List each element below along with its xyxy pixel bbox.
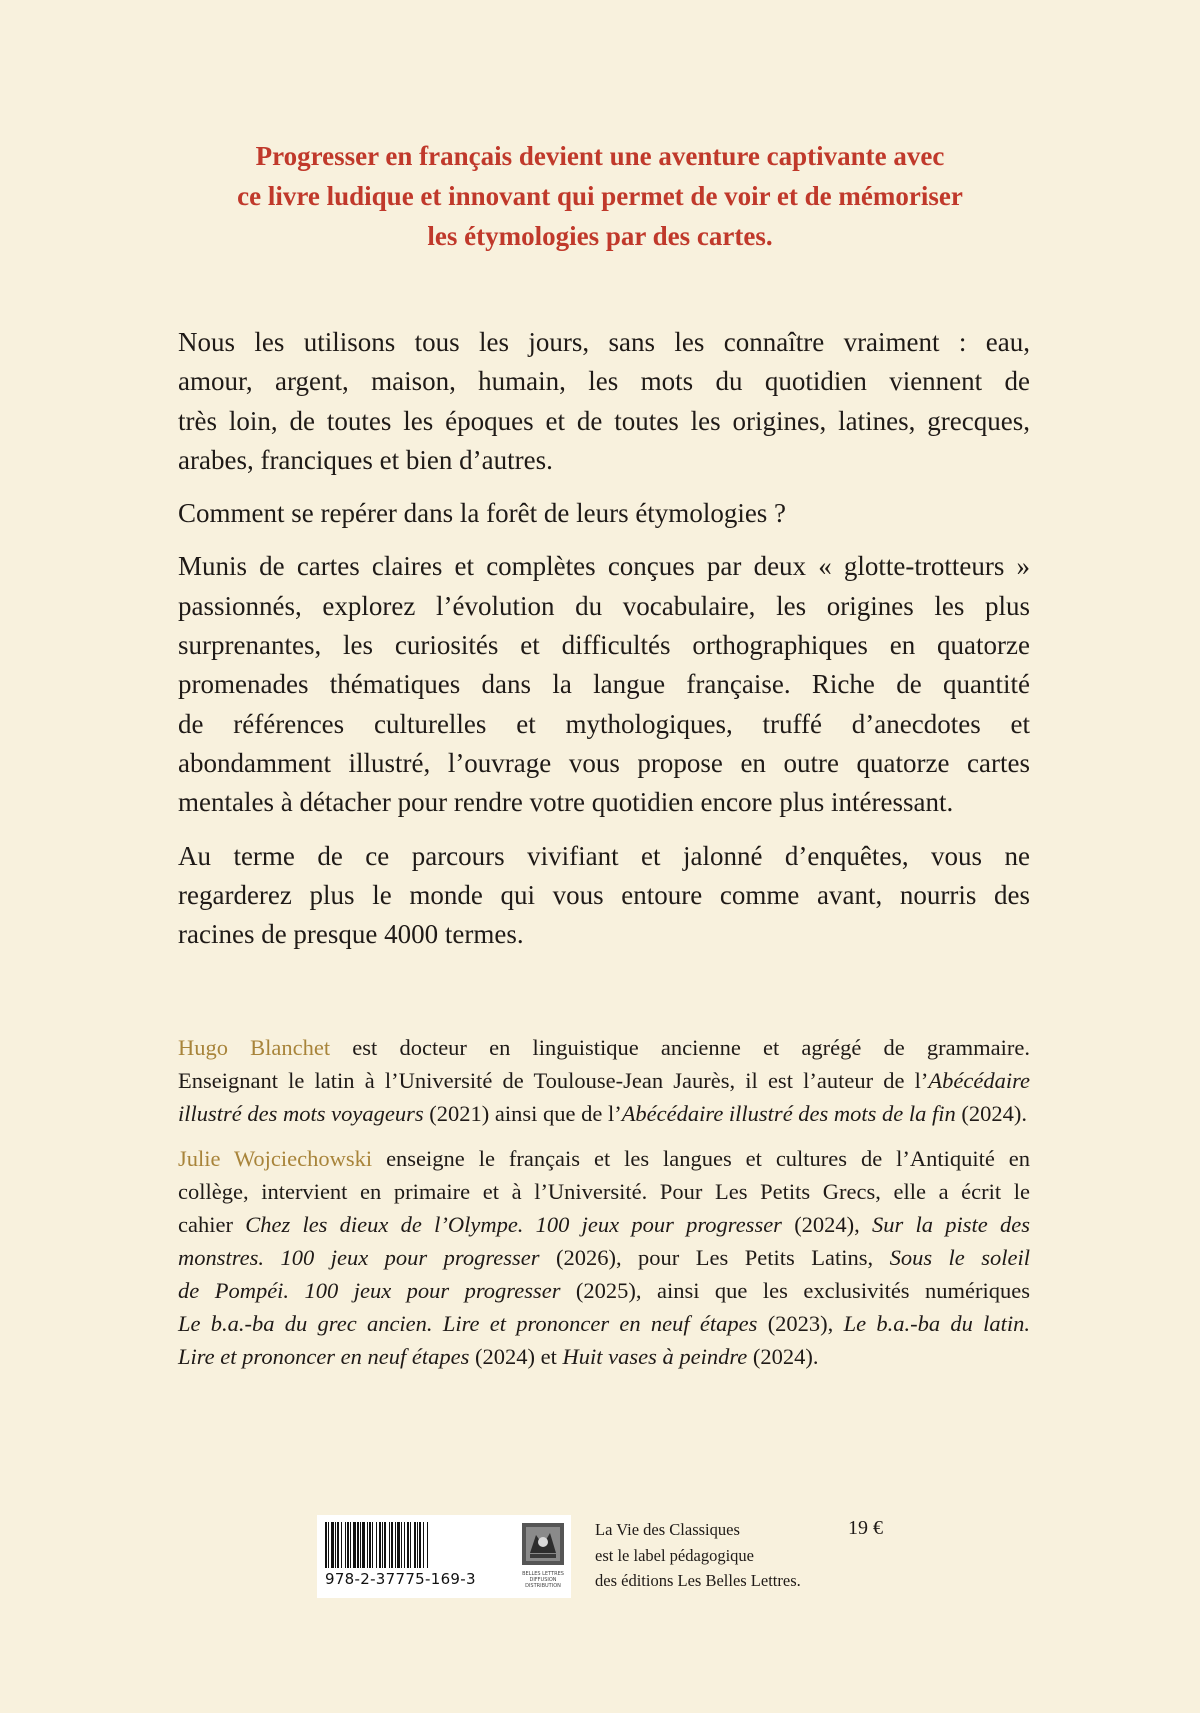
author-bios bbox=[178, 1031, 1030, 1385]
bio-line bbox=[178, 1340, 1030, 1373]
description-line: surprenantes, les curiosités et difficultés orthographiques en quatorze bbox=[178, 630, 1030, 661]
tagline-line: les étymologies par des cartes. bbox=[427, 221, 773, 251]
barcode bbox=[325, 1522, 513, 1568]
bio-line bbox=[178, 1274, 1030, 1307]
description-paragraph bbox=[178, 837, 1030, 955]
imprint-line: La Vie des Classiques bbox=[595, 1520, 740, 1539]
description-line: mentales à détacher pour rendre votre quotidien encore plus intéressant. bbox=[178, 787, 954, 818]
tagline-line: Progresser en français devient une aventure captivante avec bbox=[255, 141, 945, 171]
bio-text: Enseignant le latin à l’Université de Toulouse-Jean Jaurès, il est l’auteur de l’ bbox=[178, 1068, 929, 1093]
description-line: amour, argent, maison, humain, les mots du quotidien viennent de bbox=[178, 366, 1030, 397]
description-line: très loin, de toutes les époques et de toutes les origines, latines, grecques, bbox=[178, 405, 1030, 436]
bio-hugo-blanchet bbox=[178, 1031, 1030, 1130]
author-name: Hugo Blanchet bbox=[178, 1035, 331, 1060]
book-title: Abécédaire illustré des mots de la fin bbox=[621, 1101, 956, 1126]
book-title: Lire et prononcer en neuf étapes bbox=[178, 1344, 470, 1369]
bio-text: cahier bbox=[178, 1212, 246, 1237]
imprint-note bbox=[595, 1517, 801, 1594]
description-line: regarderez plus le monde qui vous entoure comme avant, nourris des bbox=[178, 879, 1030, 910]
book-title: Sous le soleil bbox=[889, 1245, 1030, 1270]
bio-line bbox=[178, 1031, 1030, 1064]
description-paragraph bbox=[178, 547, 1030, 822]
price: 19 € bbox=[848, 1517, 883, 1539]
logo-label: BELLES LETTRES DIFFUSION DISTRIBUTION bbox=[522, 1571, 564, 1589]
bio-text: (2026), pour Les Petits Latins, bbox=[539, 1245, 890, 1270]
tagline bbox=[100, 136, 1100, 256]
bio-text: (2023), bbox=[757, 1311, 844, 1336]
book-title: de Pompéi. 100 jeux pour progresser bbox=[178, 1278, 561, 1303]
bio-line bbox=[178, 1064, 1030, 1097]
bio-line bbox=[178, 1208, 1030, 1241]
bio-text: est docteur en linguistique ancienne et agrégé de grammaire. bbox=[330, 1035, 1030, 1060]
tagline-line: ce livre ludique et innovant qui permet de voir et de mémoriser bbox=[237, 181, 963, 211]
book-title: Le b.a.-ba du grec ancien. Lire et prononcer en neuf étapes bbox=[178, 1311, 758, 1336]
book-title: Huit vases à peindre bbox=[562, 1344, 748, 1369]
imprint-line: est le label pédagogique bbox=[595, 1545, 754, 1565]
bio-text: (2024). bbox=[747, 1344, 819, 1369]
bio-text: (2024). bbox=[955, 1101, 1028, 1126]
description-line: arabes, franciques et bien d’autres. bbox=[178, 444, 553, 475]
description-line: abondamment illustré, l’ouvrage vous propose en outre quatorze cartes bbox=[178, 747, 1030, 778]
book-title: illustré des mots voyageurs bbox=[178, 1101, 424, 1126]
bio-line bbox=[178, 1097, 1030, 1130]
description-paragraph bbox=[178, 323, 1030, 480]
isbn: 978-2-37775-169-3 bbox=[325, 1570, 476, 1588]
bio-text: (2021) ainsi que de l’ bbox=[423, 1101, 622, 1126]
book-title: Abécédaire bbox=[928, 1068, 1030, 1093]
bio-julie-wojciechowski bbox=[178, 1142, 1030, 1373]
description bbox=[178, 323, 1030, 968]
bio-line bbox=[178, 1241, 1030, 1274]
author-name: Julie Wojciechowski bbox=[178, 1146, 373, 1171]
description-line: Au terme de ce parcours vivifiant et jalonné d’enquêtes, vous ne bbox=[178, 840, 1030, 871]
bio-line bbox=[178, 1142, 1030, 1175]
publisher-logo-icon bbox=[522, 1523, 564, 1565]
description-line: de références culturelles et mythologiques, truffé d’anecdotes et bbox=[178, 708, 1030, 739]
description-question: Comment se repérer dans la forêt de leurs étymologies ? bbox=[178, 498, 787, 529]
book-title: Chez les dieux de l’Olympe. 100 jeux pour progresser bbox=[245, 1212, 782, 1237]
book-title: monstres. 100 jeux pour progresser bbox=[178, 1245, 540, 1270]
bio-line: collège, intervient en primaire et à l’Université. Pour Les Petits Grecs, elle a écrit le bbox=[178, 1179, 1030, 1204]
bio-text: (2024), bbox=[781, 1212, 873, 1237]
bio-text: (2025), ainsi que les exclusivités numériques bbox=[560, 1278, 1030, 1303]
bio-text: enseigne le français et les langues et cultures de l’Antiquité en bbox=[372, 1146, 1030, 1171]
description-line: passionnés, explorez l’évolution du vocabulaire, les origines les plus bbox=[178, 590, 1030, 621]
book-title: Le b.a.-ba du latin. bbox=[843, 1311, 1030, 1336]
description-line: Munis de cartes claires et complètes conçues par deux « glotte-trotteurs » bbox=[178, 551, 1030, 582]
barcode-box bbox=[317, 1515, 571, 1598]
description-line: Nous les utilisons tous les jours, sans les connaître vraiment : eau, bbox=[178, 327, 1030, 357]
description-line: racines de presque 4000 termes. bbox=[178, 919, 524, 950]
bio-text: (2024) et bbox=[469, 1344, 563, 1369]
description-line: promenades thématiques dans la langue française. Riche de quantité bbox=[178, 669, 1030, 700]
imprint-line: des éditions Les Belles Lettres. bbox=[595, 1571, 801, 1590]
bio-line bbox=[178, 1307, 1030, 1340]
book-title: Sur la piste des bbox=[872, 1212, 1030, 1237]
